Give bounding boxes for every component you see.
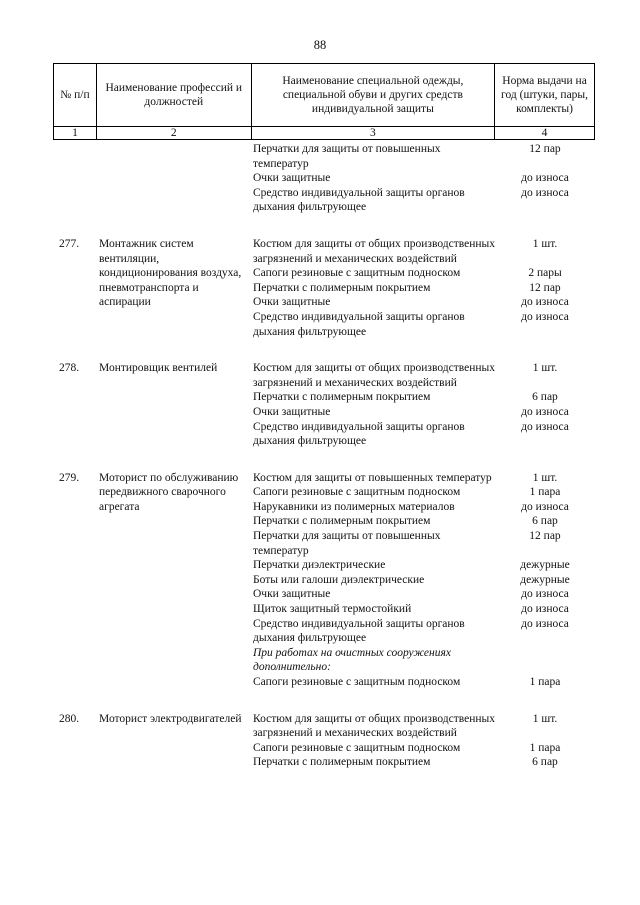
header-num-3: 3 — [251, 127, 494, 140]
issue-norm: до износа — [521, 310, 569, 323]
equipment-name: Костюм для защиты от общих производственных загрязнений и механических воздействий — [253, 362, 495, 389]
issue-norm: 2 пары — [528, 267, 562, 280]
row-number: 277. — [59, 237, 80, 250]
table-row — [53, 471, 595, 486]
issue-norm: 1 пара — [529, 676, 561, 688]
page-number: 88 — [313, 38, 327, 52]
equipment-name: Костюм для защиты от общих производственных загрязнений и механических воздействий — [253, 712, 495, 740]
header-num-4: 4 — [495, 127, 595, 140]
norms-table-body — [53, 142, 595, 770]
group-spacer — [53, 215, 595, 237]
equipment-name: Костюм для защиты от общих производственных загрязнений и механических воздействий — [253, 237, 495, 265]
equipment-name: Перчатки с полимерным покрытием — [253, 515, 431, 528]
row-number — [53, 142, 96, 215]
issue-norm — [495, 646, 595, 675]
issue-norm: до износа — [521, 603, 569, 616]
equipment-name: Перчатки с полимерным покрытием — [253, 756, 431, 769]
equipment-name: Очки защитные — [253, 405, 331, 418]
equipment-name: Перчатки для защиты от повышенных температур — [253, 530, 441, 557]
issue-norm: 1 шт. — [532, 471, 558, 484]
issue-norm: 12 пар — [529, 143, 561, 155]
table-row — [53, 237, 595, 266]
table-row — [53, 712, 595, 741]
equipment-name: Очки защитные — [253, 296, 331, 309]
equipment-name: Сапоги резиновые с защитным подноском — [253, 676, 461, 688]
profession-title: Моторист электродвигателей — [99, 712, 242, 725]
equipment-name: Перчатки диэлектрические — [253, 559, 386, 572]
equipment-name: Очки защитные — [253, 172, 331, 185]
equipment-name: Средство индивидуальной защиты органов дыхания фильтрующее — [253, 420, 465, 448]
issue-norm: 1 шт. — [532, 712, 558, 725]
issue-norm: дежурные — [520, 573, 570, 586]
issue-norm: 6 пар — [532, 391, 558, 404]
table-header — [53, 63, 595, 140]
issue-norm: до износа — [521, 588, 569, 601]
issue-norm: 6 пар — [532, 756, 558, 769]
equipment-name: Средство индивидуальной защиты органов дыхания фильтрующее — [253, 310, 465, 338]
equipment-name: Сапоги резиновые с защитным подноском — [253, 486, 461, 499]
issue-norm: до износа — [521, 405, 569, 418]
equipment-name: Нарукавники из полимерных материалов — [253, 500, 455, 513]
group-spacer — [53, 449, 595, 471]
profession-title — [96, 142, 251, 215]
issue-norm: до износа — [521, 420, 569, 433]
issue-norm: 1 шт. — [532, 237, 558, 250]
header-col-number: № п/п — [54, 64, 97, 127]
profession-title: Моторист по обслуживанию передвижного сварочного агрегата — [99, 471, 239, 513]
equipment-name: Перчатки с полимерным покрытием — [253, 281, 431, 294]
header-col-norm: Норма выдачи на год (штуки, пары, комплекты) — [495, 64, 595, 127]
issue-norm: 1 пара — [529, 741, 561, 754]
equipment-name: Средство индивидуальной защиты органов дыхания фильтрующее — [253, 186, 465, 214]
group-spacer — [53, 339, 595, 361]
header-col-profession: Наименование профессий и должностей — [96, 64, 251, 127]
equipment-name: Перчатки для защиты от повышенных температур — [253, 143, 441, 170]
issue-norm: 12 пар — [529, 281, 561, 294]
condition-note: При работах на очистных сооружениях дополнительно: — [253, 646, 451, 674]
header-col-equipment: Наименование специальной одежды, специальной обуви и других средств индивидуальной защиты — [251, 64, 494, 127]
equipment-name: Костюм для защиты от повышенных температур — [253, 471, 492, 484]
group-spacer — [53, 690, 595, 712]
equipment-name: Средство индивидуальной защиты органов дыхания фильтрующее — [253, 617, 465, 645]
issue-norm: 1 шт. — [532, 362, 558, 375]
equipment-name: Сапоги резиновые с защитным подноском — [253, 741, 461, 754]
issue-norm: до износа — [521, 172, 569, 185]
row-number: 278. — [59, 362, 80, 375]
issue-norm: 12 пар — [529, 530, 561, 543]
equipment-name: Щиток защитный термостойкий — [253, 603, 412, 616]
issue-norm: до износа — [521, 186, 569, 199]
issue-norm: до износа — [521, 617, 569, 630]
issue-norm: 1 пара — [529, 486, 561, 499]
header-num-1: 1 — [54, 127, 97, 140]
row-number: 279. — [59, 471, 80, 484]
issue-norm: до износа — [521, 296, 569, 309]
equipment-name: Перчатки с полимерным покрытием — [253, 391, 431, 404]
table-row — [53, 361, 595, 390]
issue-norm: до износа — [521, 500, 569, 513]
row-number: 280. — [59, 712, 80, 725]
issue-norm: дежурные — [520, 559, 570, 572]
equipment-name: Сапоги резиновые с защитным подноском — [253, 267, 461, 280]
header-num-2: 2 — [96, 127, 251, 140]
equipment-name: Боты или галоши диэлектрические — [253, 573, 425, 586]
table-row — [53, 142, 595, 171]
equipment-name: Очки защитные — [253, 588, 331, 601]
issue-norm: 6 пар — [532, 515, 558, 528]
profession-title: Монтировщик вентилей — [99, 362, 218, 375]
profession-title: Монтажник систем вентиляции, кондиционирования воздуха, пневмотранспорта и аспирации — [99, 237, 242, 309]
